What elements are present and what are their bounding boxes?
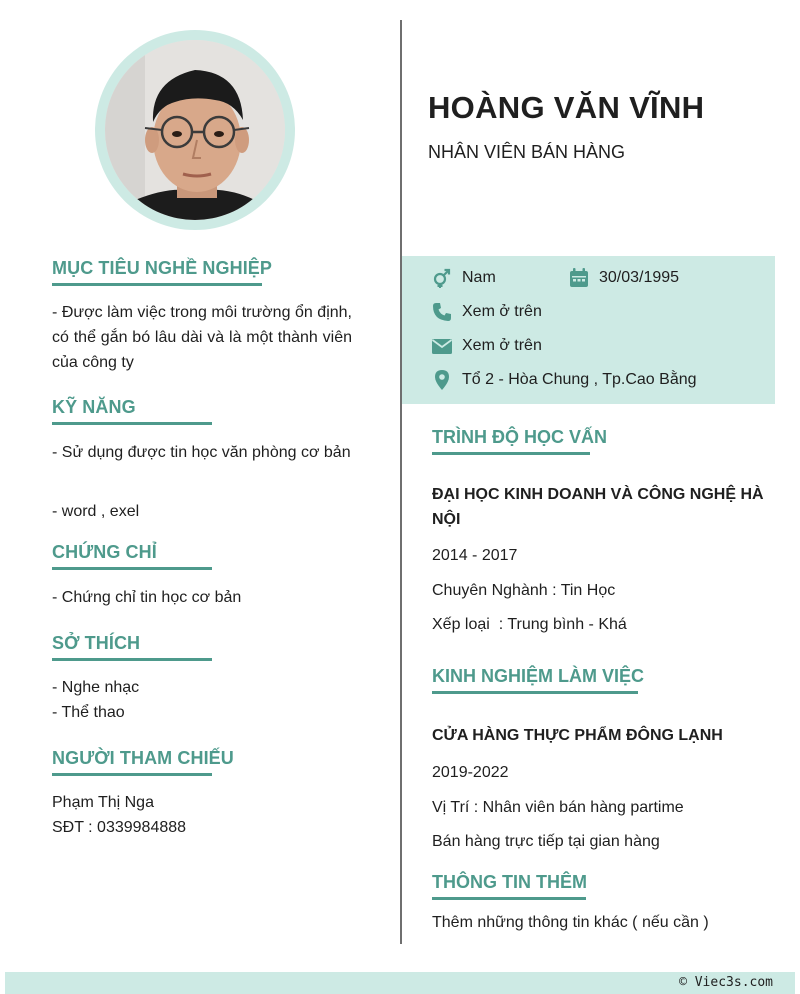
phone-text: Xem ở trên [462,303,542,320]
section-title-experience: KINH NGHIỆM LÀM VIỆC [432,666,638,694]
column-divider [400,20,402,944]
contact-address [432,370,697,390]
reference-name: Phạm Thị Nga [52,794,154,811]
hobby-item-1: - Nghe nhạc [52,679,140,696]
skill-item-1: - Sử dụng được tin học văn phòng cơ bản [52,444,351,461]
experience-position: Vị Trí : Nhân viên bán hàng partime [432,799,684,816]
footer-bar [5,972,795,994]
avatar [105,40,285,220]
certificate-item-1: - Chứng chỉ tin học cơ bản [52,589,242,606]
hobby-item-2: - Thể thao [52,704,125,721]
additional-text: Thêm những thông tin khác ( nếu cần ) [432,914,709,931]
avatar-photo [105,40,285,220]
phone-icon [432,302,452,322]
education-years: 2014 - 2017 [432,547,518,564]
skill-item-2: - word , exel [52,503,140,520]
reference-phone: SĐT : 0339984888 [52,819,187,836]
contact-birthday [569,268,679,288]
career-goal-text: - Được làm việc trong môi trường ổn định, có thể gắn bó lâu dài và là một thành viên của công ty [52,304,352,371]
email-icon [432,336,452,356]
calendar-icon [569,268,589,288]
experience-company: CỬA HÀNG THỰC PHẨM ĐÔNG LẠNH [432,727,723,744]
email-text: Xem ở trên [462,337,542,354]
gender-icon [432,268,452,288]
section-title-reference: NGƯỜI THAM CHIẾU [52,748,212,776]
contact-email [432,336,542,356]
gender-text: Nam [462,269,496,286]
section-title-skills: KỸ NĂNG [52,397,212,425]
experience-description: Bán hàng trực tiếp tại gian hàng [432,833,660,850]
footer-copyright: © Viec3s.com [679,975,773,990]
section-title-additional: THÔNG TIN THÊM [432,872,586,900]
contact-panel [402,256,775,404]
section-title-hobbies: SỞ THÍCH [52,633,212,661]
location-pin-icon [432,370,452,390]
address-text: Tổ 2 - Hòa Chung , Tp.Cao Bằng [462,371,697,388]
avatar-ring [95,30,295,230]
education-school: ĐẠI HỌC KINH DOANH VÀ CÔNG NGHỆ HÀ NỘI [432,486,764,528]
section-title-education: TRÌNH ĐỘ HỌC VẤN [432,427,590,455]
education-grade: Xếp loại : Trung bình - Khá [432,616,627,633]
section-title-career-goal: MỤC TIÊU NGHỀ NGHIỆP [52,258,262,286]
contact-gender [432,268,496,288]
contact-phone [432,302,542,322]
section-title-certificates: CHỨNG CHỈ [52,542,212,570]
job-title: NHÂN VIÊN BÁN HÀNG [428,142,626,162]
education-major: Chuyên Nghành : Tin Học [432,582,616,599]
candidate-name: HOÀNG VĂN VĨNH [428,90,705,125]
experience-years: 2019-2022 [432,764,509,781]
birthday-text: 30/03/1995 [599,269,680,286]
